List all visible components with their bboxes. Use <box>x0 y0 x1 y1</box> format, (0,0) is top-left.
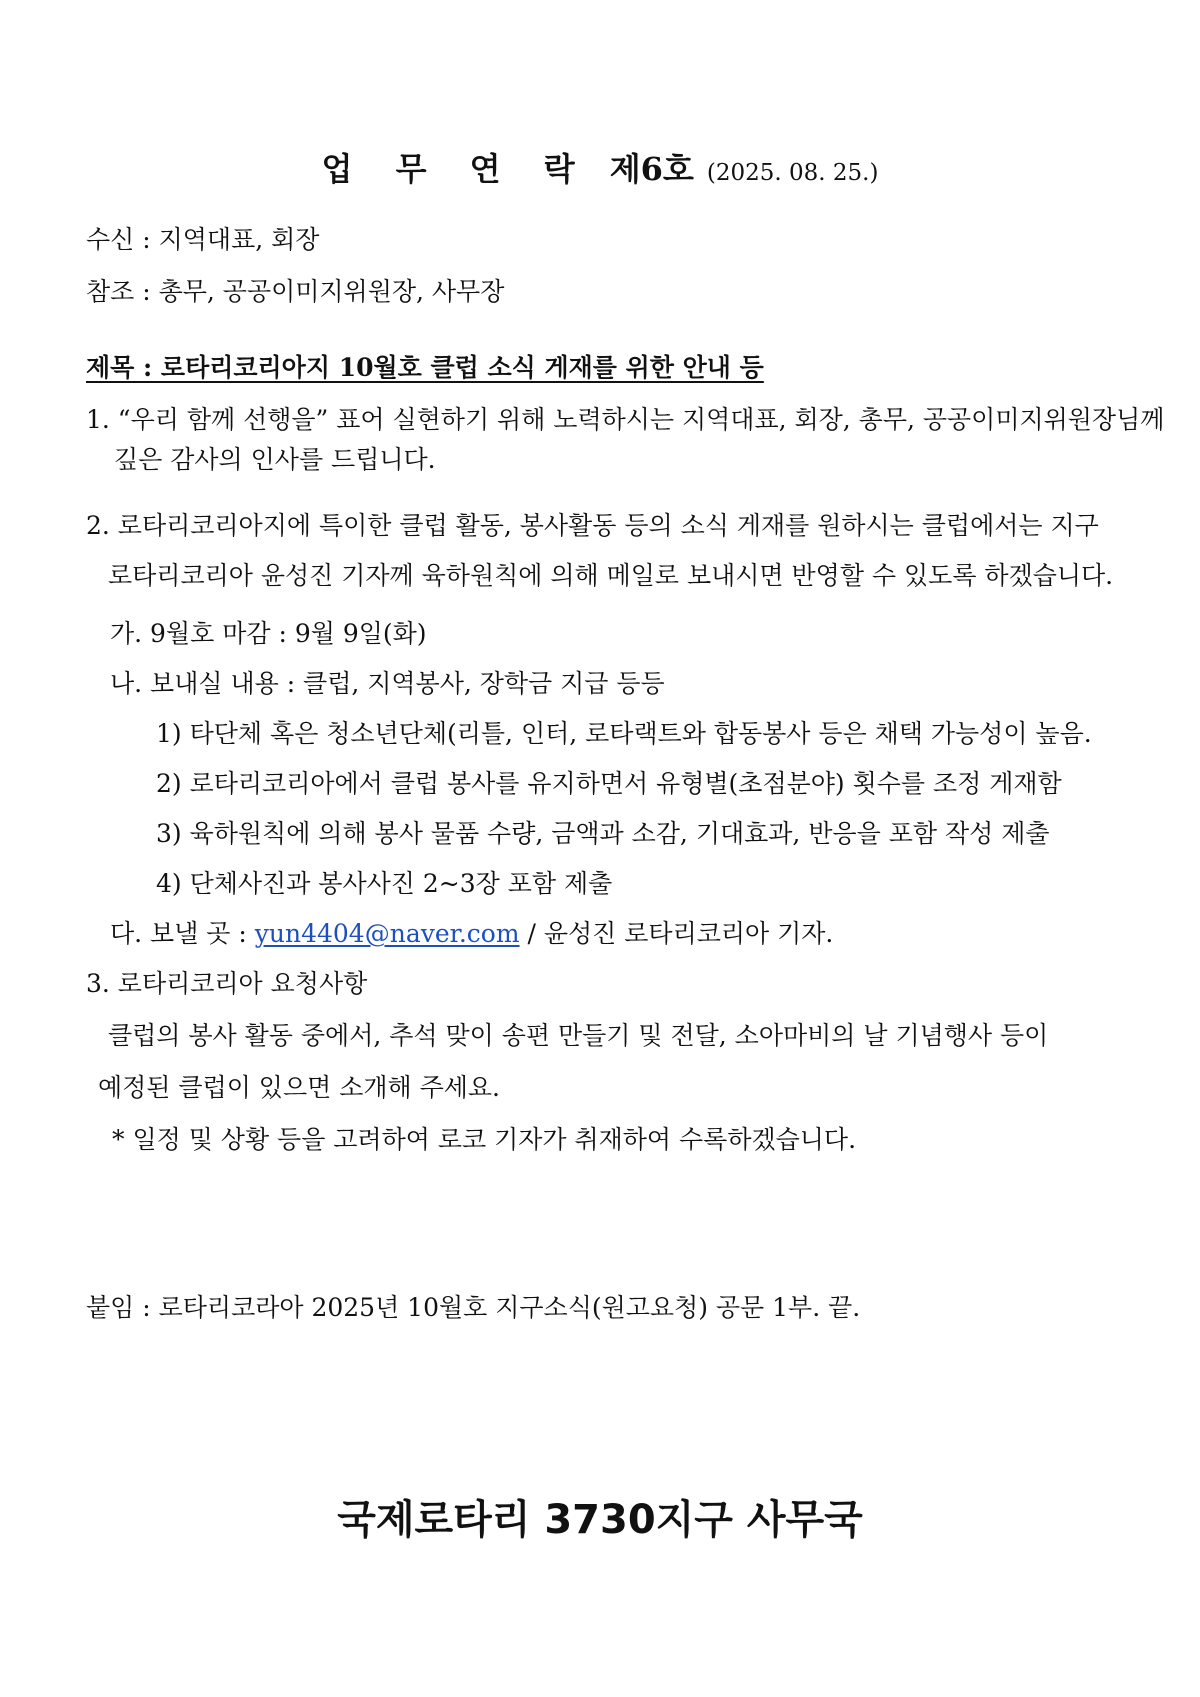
item2-line2: 로타리코리아 윤성진 기자께 육하원칙에 의해 메일로 보내시면 반영할 수 있도록 하겠습니다. <box>108 561 1114 590</box>
sub-da-prefix: 다. 보낼 곳 : <box>110 919 247 948</box>
document-title <box>0 144 1200 190</box>
na-item-4: 4) 단체사진과 봉사사진 2~3장 포함 제출 <box>156 869 613 898</box>
title-date: (2025. 08. 25.) <box>706 160 879 186</box>
sub-da-suffix: / 윤성진 로타리코리아 기자. <box>527 919 834 948</box>
cc-line: 참조 : 총무, 공공이미지위원장, 사무장 <box>86 277 505 306</box>
item1-line2: 깊은 감사의 인사를 드립니다. <box>114 445 436 474</box>
item3-title: 3. 로타리코리아 요청사항 <box>86 969 368 998</box>
sub-ga: 가. 9월호 마감 : 9월 9일(화) <box>110 619 427 648</box>
item3-line1: 클럽의 봉사 활동 중에서, 추석 맞이 송편 만들기 및 전달, 소아마비의 날 기념행사 등이 <box>108 1021 1049 1050</box>
item2-line1: 2. 로타리코리아지에 특이한 클럽 활동, 봉사활동 등의 소식 게재를 원하시는 클럽에서는 지구 <box>86 511 1099 540</box>
footer-organization: 국제로타리 3730지구 사무국 <box>337 1497 863 1543</box>
recipient-line: 수신 : 지역대표, 회장 <box>86 225 320 254</box>
na-item-1: 1) 타단체 혹은 청소년단체(리틀, 인터, 로타랙트와 합동봉사 등은 채택 가능성이 높음. <box>156 719 1092 748</box>
sub-da <box>110 918 833 950</box>
item3-line2: 예정된 클럽이 있으면 소개해 주세요. <box>98 1073 500 1102</box>
title-number: 제6호 <box>609 150 694 188</box>
na-item-3: 3) 육하원칙에 의해 봉사 물품 수량, 금액과 소감, 기대효과, 반응을 포함 작성 제출 <box>156 819 1050 848</box>
attachment-line: 붙임 : 로타리코라아 2025년 10월호 지구소식(원고요청) 공문 1부. 끝. <box>86 1293 861 1322</box>
sub-na: 나. 보내실 내용 : 클럽, 지역봉사, 장학금 지급 등등 <box>110 669 665 698</box>
email-link[interactable]: yun4404@naver.com <box>254 919 520 948</box>
item3-note: * 일정 및 상황 등을 고려하여 로코 기자가 취재하여 수록하겠습니다. <box>112 1125 857 1154</box>
na-item-2: 2) 로타리코리아에서 클럽 봉사를 유지하면서 유형별(초점분야) 횟수를 조정 게재함 <box>156 769 1062 798</box>
subject-line: 제목 : 로타리코리아지 10월호 클럽 소식 게재를 위한 안내 등 <box>86 353 764 382</box>
title-main: 업 무 연 락 <box>321 150 591 188</box>
item1-line1: 1. “우리 함께 선행을” 표어 실현하기 위해 노력하시는 지역대표, 회장, 총무, 공공이미지위원장님께 <box>86 405 1165 434</box>
